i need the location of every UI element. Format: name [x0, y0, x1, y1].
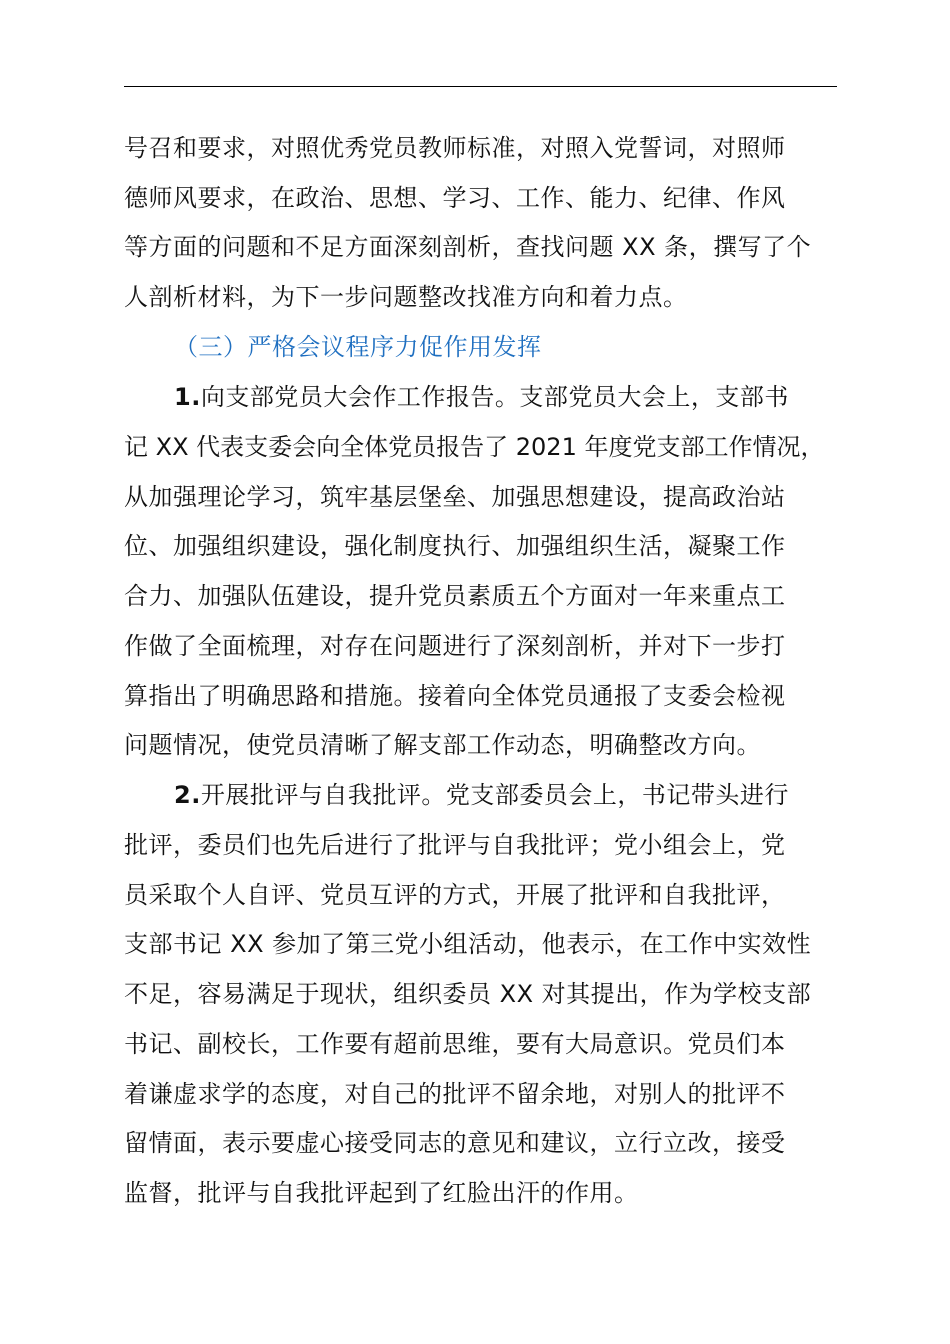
text-line: 留情面，表示要虚心接受同志的意见和建议，立行立改，接受 — [124, 1129, 786, 1157]
text-line: 开展批评与自我批评。党支部委员会上，书记带头进行 — [200, 781, 789, 809]
text-line: 书记、副校长，工作要有超前思维，要有大局意识。党员们本 — [124, 1030, 786, 1058]
text-line: 员采取个人自评、党员互评的方式，开展了批评和自我批评， — [124, 881, 786, 909]
text-line: 位、加强组织建设，强化制度执行、加强组织生活，凝聚工作 — [124, 532, 786, 560]
text-line: 监督，批评与自我批评起到了红脸出汗的作用。 — [124, 1179, 639, 1207]
text-line: 人剖析材料，为下一步问题整改找准方向和着力点。 — [124, 283, 688, 311]
text-line: 批评，委员们也先后进行了批评与自我批评；党小组会上，党 — [124, 831, 786, 859]
paragraph-1-number: 1. — [174, 383, 201, 411]
paragraph-2-number: 2. — [174, 781, 201, 809]
text-line: 算指出了明确思路和措施。接着向全体党员通报了支委会检视 — [124, 682, 786, 710]
paragraph-2-first-line — [174, 779, 789, 811]
text-line: 合力、加强队伍建设，提升党员素质五个方面对一年来重点工 — [124, 582, 786, 610]
text-line: 着谦虚求学的态度，对自己的批评不留余地，对别人的批评不 — [124, 1080, 786, 1108]
paragraph-1-first-line — [174, 381, 789, 413]
text-line: 不足，容易满足于现状，组织委员 XX 对其提出，作为学校支部 — [124, 980, 812, 1008]
text-line: 向支部党员大会作工作报告。支部党员大会上，支部书 — [200, 383, 789, 411]
text-line: 号召和要求，对照优秀党员教师标准，对照入党誓词，对照师 — [124, 134, 786, 162]
text-line: 作做了全面梳理，对存在问题进行了深刻剖析，并对下一步打 — [124, 632, 786, 660]
text-line: 等方面的问题和不足方面深刻剖析，查找问题 XX 条，撰写了个 — [124, 233, 812, 261]
text-line: 德师风要求，在政治、思想、学习、工作、能力、纪律、作风 — [124, 184, 786, 212]
text-line: 支部书记 XX 参加了第三党小组活动，他表示，在工作中实效性 — [124, 930, 812, 958]
header-rule — [124, 86, 837, 87]
text-line: 记 XX 代表支委会向全体党员报告了 2021 年度党支部工作情况， — [124, 433, 825, 461]
text-line: 从加强理论学习，筑牢基层堡垒、加强思想建设，提高政治站 — [124, 483, 786, 511]
section-heading: （三）严格会议程序力促作用发挥 — [174, 333, 542, 361]
text-line: 问题情况，使党员清晰了解支部工作动态，明确整改方向。 — [124, 731, 761, 759]
